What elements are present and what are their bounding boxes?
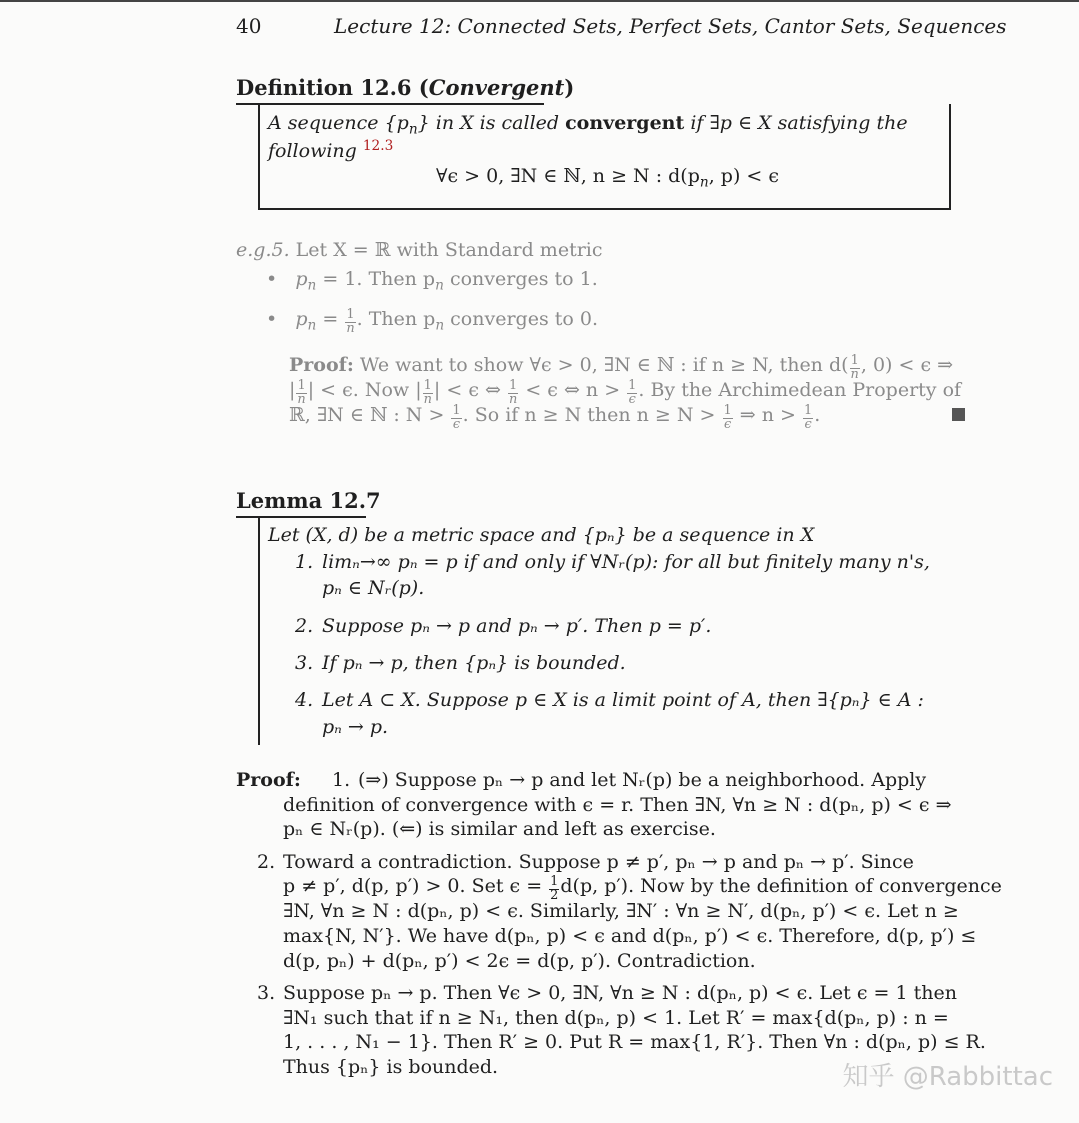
example-proof-line-3: ℝ, ∃N ∈ ℕ : N > $\frac{1}{\epsilon}$ . So if n ≥ N then n ≥ N > $\frac{1}{\epsilon}$ ⇒ n > $\frac{1}{\epsilon}$ . — [289, 403, 821, 433]
example-proof-line-1: Proof: We want to show ∀ϵ > 0, ∃N ∈ ℕ : if n ≥ N, then d( $\frac{1}{n}$ , 0) < ϵ ⇒ — [289, 353, 954, 383]
definition-line-2: following $^{12.3}$ — [268, 138, 394, 162]
page-number: 40 — [236, 14, 262, 38]
qed-square — [952, 408, 965, 421]
lemma-item-2-num: 2. — [295, 615, 314, 637]
example-proof-line-2: | $\frac{1}{n}$ | < ϵ. Now | $\frac{1}{n}$ | < ϵ ⇔ $\frac{1}{n}$ < ϵ ⇔ n > $\frac{1}{\epsilon}$ . By the Archimedean Property of — [289, 378, 962, 408]
proof-3-num: 3. — [257, 982, 276, 1004]
proof-1-line-3: pₙ ∈ Nᵣ(p). (⇐) is similar and left as exercise. — [283, 818, 716, 840]
proof-2-line-4: max{N, N′}. We have d(pₙ, p) < ϵ and d(pₙ, p′) < ϵ. Therefore, d(p, p′) ≤ — [283, 925, 977, 947]
example-bullet-1: • $p_n = 1$. Then $p_n$ converges to 1. — [266, 268, 598, 294]
proof-3-line-3: 1, . . . , N₁ − 1}. Then R′ ≥ 0. Put R = max{1, R′}. Then ∀n : d(pₙ, p) ≤ R. — [283, 1031, 986, 1053]
proof-2-line-2: p ≠ p′, d(p, p′) > 0. Set ϵ = $\frac{1}{2}$ d(p, p′). Now by the definition of convergence — [283, 874, 1002, 904]
definition-box-right — [949, 104, 951, 209]
definition-line-1: A sequence $\{p_n\}$ in X is called convergent if ∃p ∈ X satisfying the — [268, 112, 908, 138]
example-intro: e.g.5. Let X = ℝ with Standard metric — [236, 239, 603, 261]
proof-label: Proof: — [236, 769, 301, 791]
watermark: 知乎 @Rabbittac — [842, 1062, 1053, 1092]
proof-3-line-1: Suppose pₙ → p. Then ∀ϵ > 0, ∃N, ∀n ≥ N : d(pₙ, p) < ϵ. Let ϵ = 1 then — [283, 982, 957, 1004]
proof-2-line-1: Toward a contradiction. Suppose p ≠ p′, pₙ → p and pₙ → p′. Since — [283, 851, 914, 873]
proof-2-num: 2. — [257, 851, 276, 873]
footnote-ref[interactable]: 12.3 — [362, 138, 394, 154]
proof-2-line-5: d(p, pₙ) + d(pₙ, p′) < 2ϵ = d(p, p′). Contradiction. — [283, 950, 756, 972]
lemma-box-left — [258, 517, 260, 745]
lemma-item-4-line-1: Let A ⊂ X. Suppose p ∈ X is a limit point of A, then ∃{pₙ} ∈ A : — [322, 689, 924, 711]
lemma-heading-rule — [236, 516, 366, 518]
proof-3-line-4: Thus {pₙ} is bounded. — [283, 1056, 499, 1078]
definition-formula: ∀ϵ > 0, ∃N ∈ ℕ, n ≥ N : $d(p_n$, p) < ϵ — [436, 165, 779, 191]
definition-heading-rule — [236, 103, 544, 105]
definition-box-left — [258, 104, 260, 209]
lemma-item-4-num: 4. — [295, 689, 314, 711]
proof-1-line-2: definition of convergence with ϵ = r. Then ∃N, ∀n ≥ N : d(pₙ, p) < ϵ ⇒ — [283, 794, 952, 816]
example-bullet-2: • $p_n$ = $\frac{1}{n}$ . Then $p_n$ converges to 0. — [266, 307, 598, 337]
lemma-heading: Lemma 12.7 — [236, 488, 381, 513]
proof-1-line-1: (⇒) Suppose pₙ → p and let Nᵣ(p) be a neighborhood. Apply — [358, 769, 927, 791]
lemma-item-2-line-1: Suppose pₙ → p and pₙ → p′. Then p = p′. — [322, 615, 712, 637]
lemma-item-3-line-1: If pₙ → p, then {pₙ} is bounded. — [322, 652, 626, 674]
proof-2-line-3: ∃N, ∀n ≥ N : d(pₙ, p) < ϵ. Similarly, ∃N′ : ∀n ≥ N′, d(pₙ, p′) < ϵ. Let n ≥ — [283, 900, 959, 922]
lemma-item-1-line-2: pₙ ∈ Nᵣ(p). — [322, 577, 425, 599]
bullet-dot: • — [266, 308, 278, 330]
proof-1-num: 1. — [332, 769, 351, 791]
proof-3-line-2: ∃N₁ such that if n ≥ N₁, then d(pₙ, p) < 1. Let R′ = max{d(pₙ, p) : n = — [283, 1007, 949, 1029]
lemma-item-1-num: 1. — [295, 551, 314, 573]
top-border — [0, 0, 1079, 2]
lemma-item-3-num: 3. — [295, 652, 314, 674]
bullet-dot: • — [266, 268, 278, 290]
lemma-item-1-line-1: limₙ→∞ pₙ = p if and only if ∀Nᵣ(p): for all but finitely many n's, — [322, 551, 930, 573]
running-header: Lecture 12: Connected Sets, Perfect Sets, Cantor Sets, Sequences — [334, 14, 1007, 38]
lemma-intro: Let (X, d) be a metric space and {pₙ} be a sequence in X — [268, 524, 815, 546]
definition-heading: Definition 12.6 (Convergent) — [236, 75, 575, 100]
definition-box-bottom — [258, 208, 951, 210]
lemma-item-4-line-2: pₙ → p. — [322, 716, 389, 738]
